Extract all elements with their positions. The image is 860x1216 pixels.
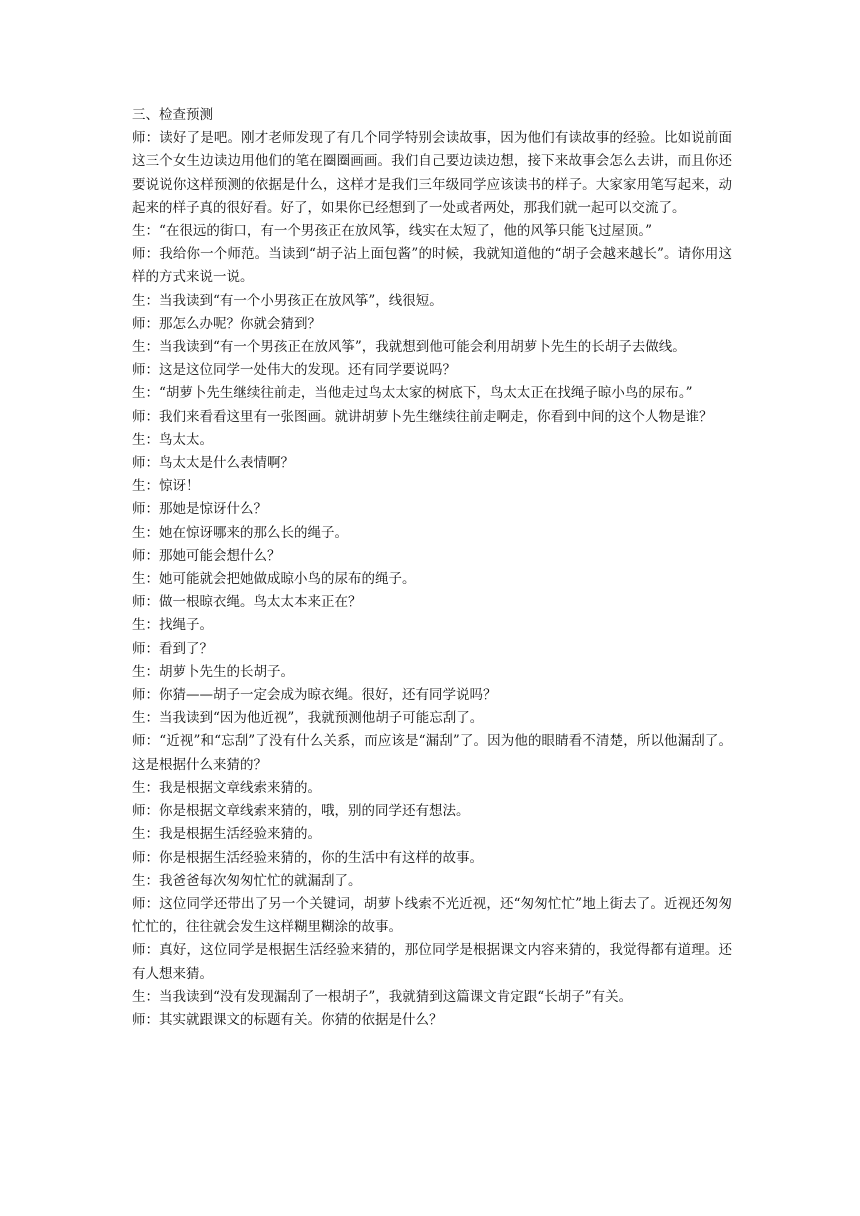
dialogue-line: 师：其实就跟课文的标题有关。你猜的依据是什么？ bbox=[132, 1011, 443, 1028]
dialogue-line: 生：当我读到“因为他近视”，我就预测他胡子可能忘刮了。 bbox=[132, 710, 484, 727]
dialogue-line: 师：你是根据生活经验来猜的，你的生活中有这样的故事。 bbox=[132, 849, 483, 866]
dialogue-line: 师：那她是惊讶什么？ bbox=[132, 501, 267, 518]
dialogue-line: 师：看到了？ bbox=[132, 640, 213, 657]
dialogue-line: 师：这位同学还带出了另一个关键词，胡萝卜线索不光近视，还“匆匆忙忙”地上街去了。近视还匆匆忙忙的，往往就会发生这样糊里糊涂的故事。 bbox=[132, 895, 732, 936]
dialogue-line: 生：当我读到“有一个男孩正在放风筝”，我就想到他可能会利用胡萝卜先生的长胡子去做线。 bbox=[132, 339, 686, 356]
section-heading: 三、检查预测 bbox=[132, 107, 213, 123]
dialogue-line: 师：鸟太太是什么表情啊？ bbox=[132, 455, 294, 472]
dialogue-line: 生：我爸爸每次匆匆忙忙的就漏刮了。 bbox=[132, 872, 362, 889]
dialogue-line: 生：惊讶！ bbox=[132, 478, 200, 495]
dialogue-line: 师：我们来看看这里有一张图画。就讲胡萝卜先生继续往前走啊走，你看到中间的这个人物是谁？ bbox=[132, 408, 713, 425]
dialogue-body bbox=[132, 127, 732, 1032]
dialogue-line: 生：她可能就会把她做成晾小鸟的尿布的绳子。 bbox=[132, 571, 416, 588]
dialogue-line: 师：读好了是吧。刚才老师发现了有几个同学特别会读故事，因为他们有读故事的经验。比如说前面这三个女生边读边用他们的笔在圈圈画画。我们自己要边读边想，接下来故事会怎么去讲，而且你还要说说你这样预测的依据是什么，这样才是我们三年级同学应该读书的样子。大家家用笔写起来，动起来的样子真的很好看。好了，如果你已经想到了一处或者两处，那我们就一起可以交流了。 bbox=[132, 130, 732, 216]
dialogue-line: 师：做一根晾衣绳。鸟太太本来正在？ bbox=[132, 594, 362, 611]
dialogue-line: 生：找绳子。 bbox=[132, 617, 213, 634]
dialogue-line: 师：你猜——胡子一定会成为晾衣绳。很好，还有同学说吗？ bbox=[132, 687, 497, 704]
dialogue-line: 师：真好，这位同学是根据生活经验来猜的，那位同学是根据课文内容来猜的，我觉得都有道理。还有人想来猜。 bbox=[132, 942, 732, 982]
document-page bbox=[132, 104, 732, 1032]
dialogue-line: 师：“近视”和“忘刮”了没有什么关系，而应该是“漏刮”了。因为他的眼睛看不清楚，所以他漏刮了。这是根据什么来猜的？ bbox=[132, 733, 732, 773]
dialogue-line: 生：当我读到“没有发现漏刮了一根胡子”，我就猜到这篇课文肯定跟“长胡子”有关。 bbox=[132, 988, 633, 1005]
dialogue-line: 生：胡萝卜先生的长胡子。 bbox=[132, 663, 294, 680]
dialogue-line: 师：那怎么办呢？你就会猜到？ bbox=[132, 315, 321, 332]
dialogue-line: 生：“胡萝卜先生继续往前走，当他走过鸟太太家的树底下，鸟太太正在找绳子晾小鸟的尿布。” bbox=[132, 385, 693, 402]
dialogue-line: 生：我是根据文章线索来猜的。 bbox=[132, 779, 321, 796]
dialogue-line: 生：“在很远的街口，有一个男孩正在放风筝，线实在太短了，他的风筝只能飞过屋顶。” bbox=[132, 223, 653, 240]
dialogue-line: 生：她在惊讶哪来的那么长的绳子。 bbox=[132, 524, 348, 541]
dialogue-line: 生：鸟太太。 bbox=[132, 431, 213, 448]
dialogue-line: 生：当我读到“有一个小男孩正在放风筝”，线很短。 bbox=[132, 292, 443, 309]
dialogue-line: 师：我给你一个师范。当读到“胡子沾上面包酱”的时候，我就知道他的“胡子会越来越长”。请你用这样的方式来说一说。 bbox=[132, 246, 732, 286]
dialogue-line: 师：那她可能会想什么？ bbox=[132, 547, 281, 564]
dialogue-line: 生：我是根据生活经验来猜的。 bbox=[132, 826, 321, 843]
dialogue-line: 师：这是这位同学一处伟大的发现。还有同学要说吗？ bbox=[132, 362, 456, 379]
dialogue-line: 师：你是根据文章线索来猜的，哦，别的同学还有想法。 bbox=[132, 803, 470, 820]
